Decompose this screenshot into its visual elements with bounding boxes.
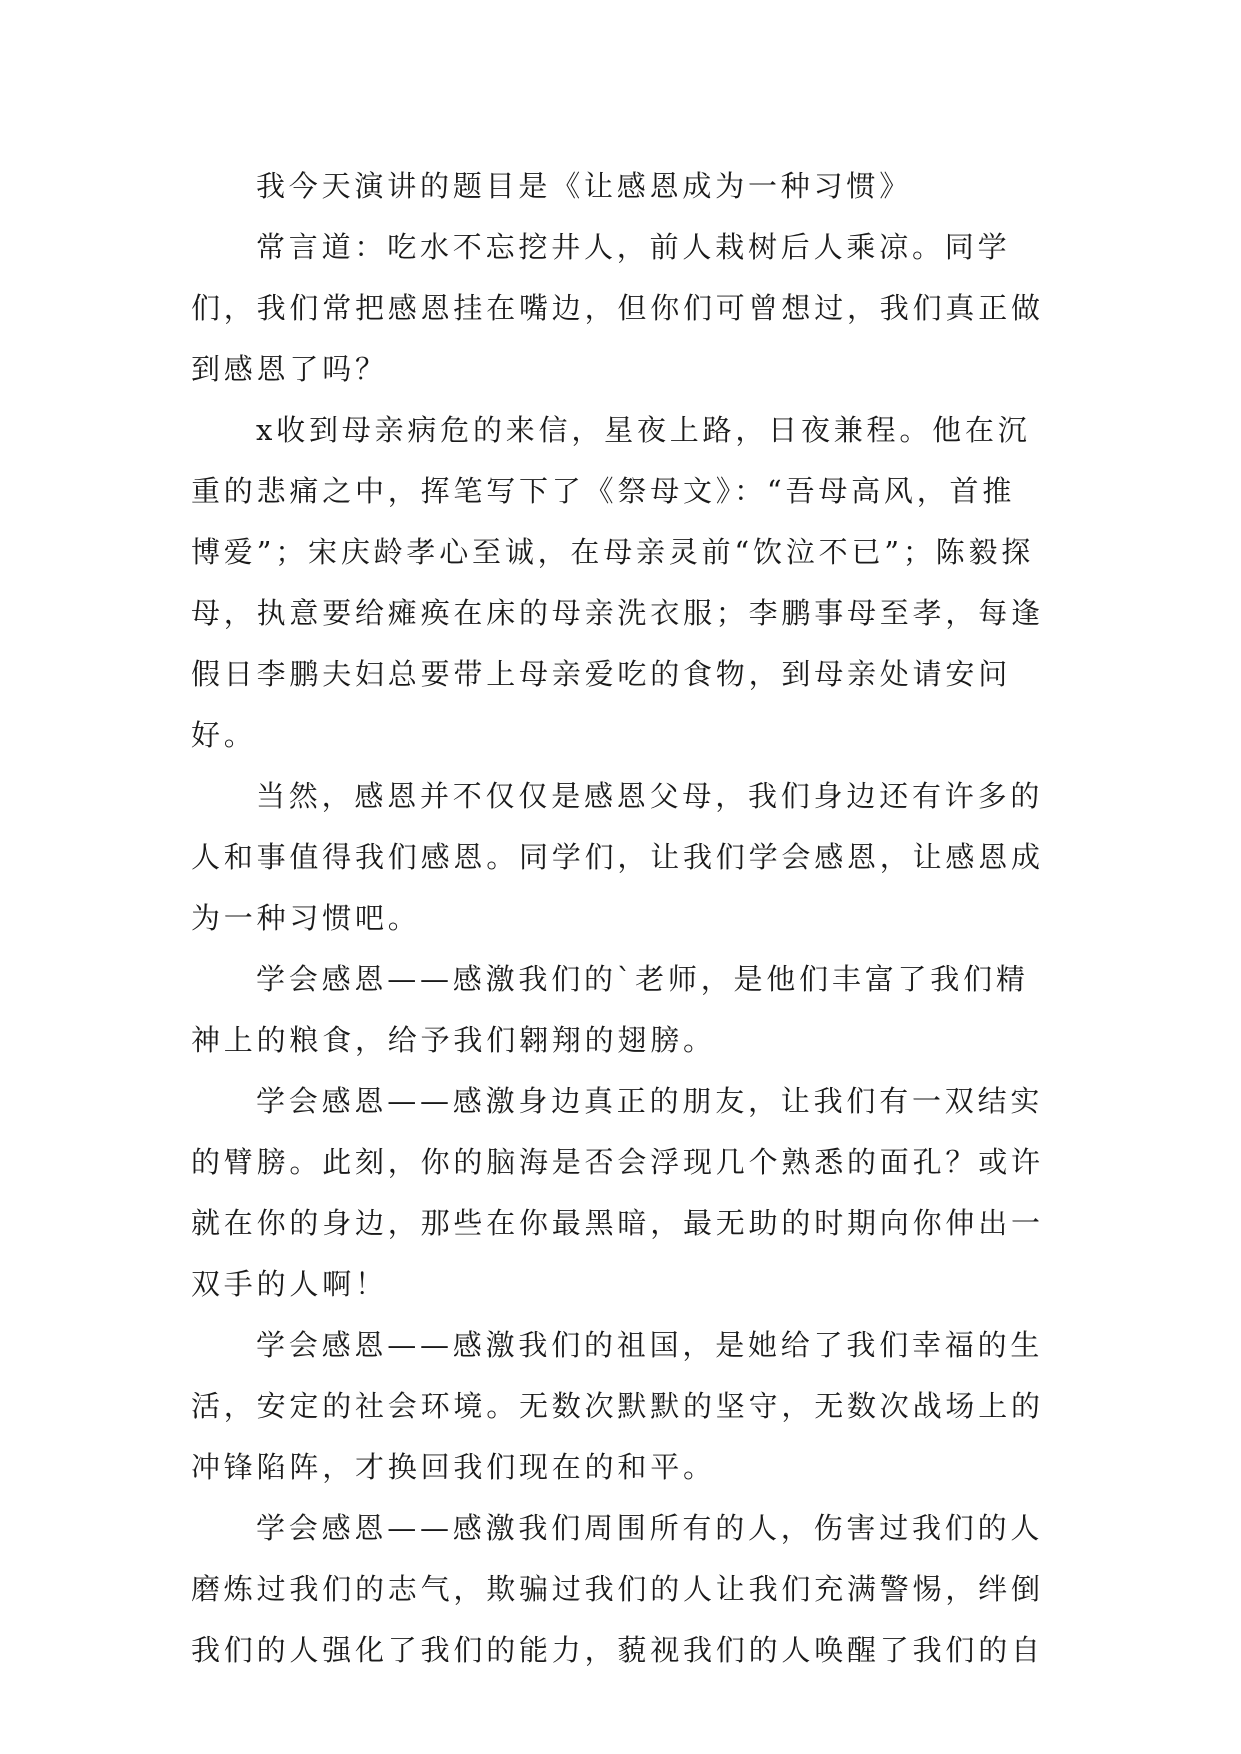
document-body bbox=[191, 156, 1047, 1681]
paragraph-friends: 学会感恩——感激身边真正的朋友，让我们有一双结实的臂膀。此刻，你的脑海是否会浮现几个熟悉的面孔？或许就在你的身边，那些在你最黑暗，最无助的时期向你伸出一双手的人啊！ bbox=[191, 1084, 1044, 1301]
paragraph-everyone: 学会感恩——感激我们周围所有的人，伤害过我们的人磨炼过我们的志气，欺骗过我们的人让我们充满警惕，绊倒我们的人强化了我们的能力，藐视我们的人唤醒了我们的自 bbox=[191, 1511, 1044, 1667]
paragraph-motherland: 学会感恩——感激我们的祖国，是她给了我们幸福的生活，安定的社会环境。无数次默默的坚守，无数次战场上的冲锋陷阵，才换回我们现在的和平。 bbox=[191, 1328, 1044, 1484]
paragraph-examples: x收到母亲病危的来信，星夜上路，日夜兼程。他在沉重的悲痛之中，挥笔写下了《祭母文》：“吾母高风，首推博爱”；宋庆龄孝心至诚，在母亲灵前“饮泣不已”；陈毅探母，执意要给瘫痪在床的母亲洗衣服；李鹏事母至孝，每逢假日李鹏夫妇总要带上母亲爱吃的食物，到母亲处请安问好。 bbox=[191, 413, 1044, 752]
paragraph-teachers: 学会感恩——感激我们的`老师，是他们丰富了我们精神上的粮食，给予我们翱翔的翅膀。 bbox=[191, 962, 1029, 1057]
paragraph-beyond-parents: 当然，感恩并不仅仅是感恩父母，我们身边还有许多的人和事值得我们感恩。同学们，让我们学会感恩，让感恩成为一种习惯吧。 bbox=[191, 779, 1044, 935]
paragraph-intro: 常言道：吃水不忘挖井人，前人栽树后人乘凉。同学们，我们常把感恩挂在嘴边，但你们可曾想过，我们真正做到感恩了吗？ bbox=[191, 230, 1044, 386]
speech-title-line: 我今天演讲的题目是《让感恩成为一种习惯》 bbox=[256, 169, 913, 203]
